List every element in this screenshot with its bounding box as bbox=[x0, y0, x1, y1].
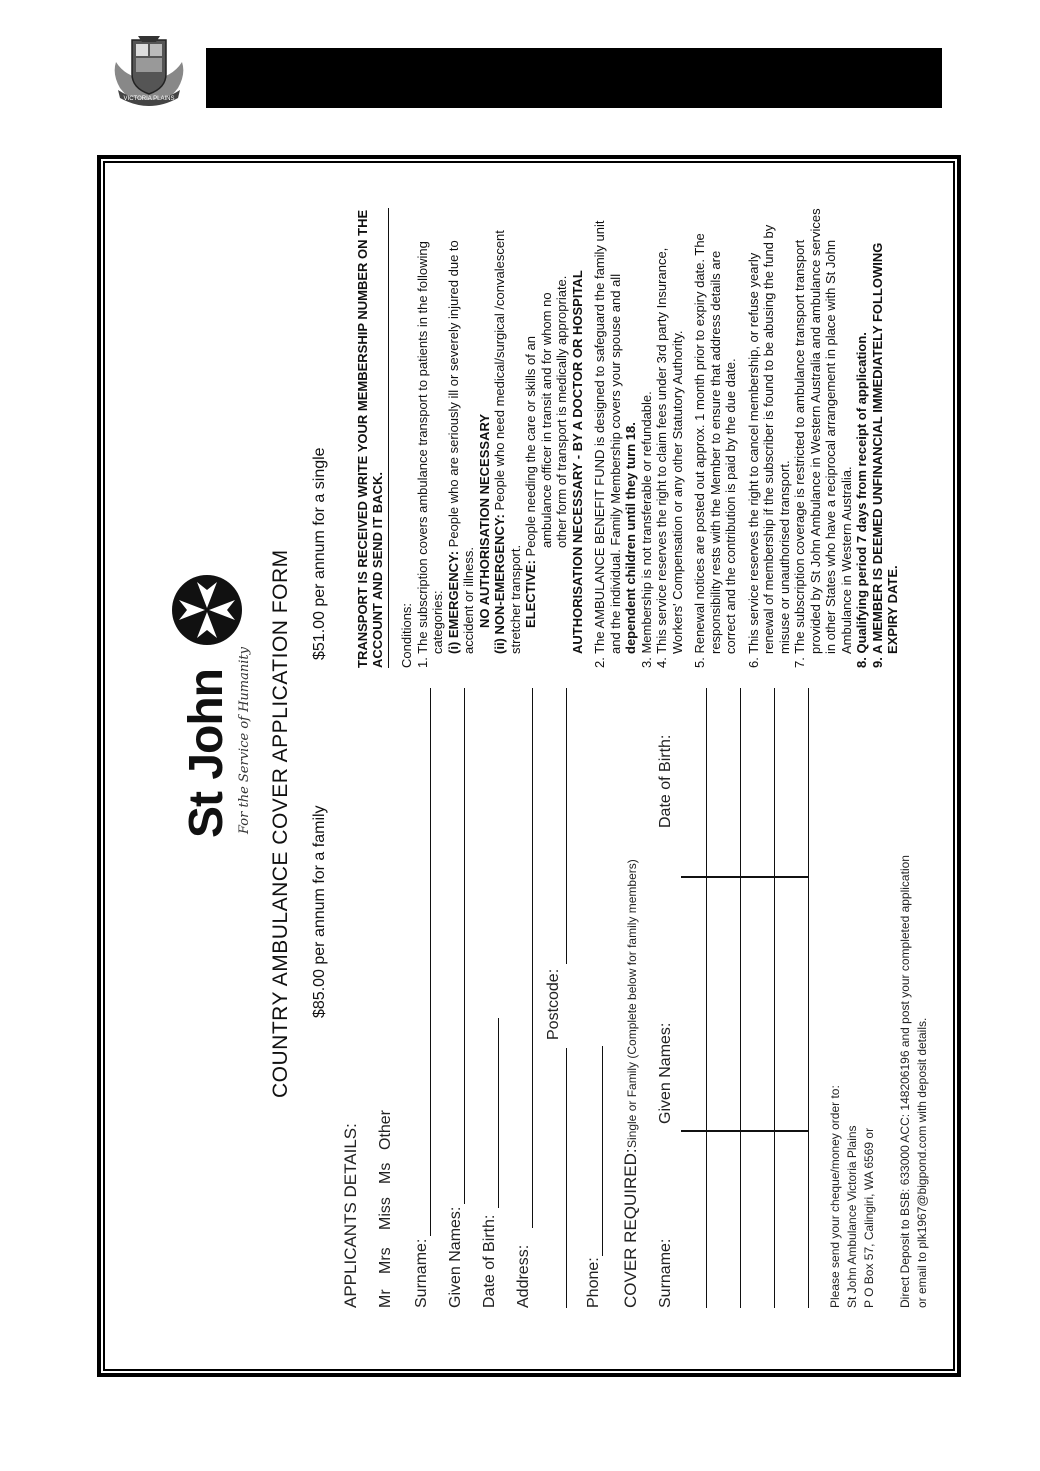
transport-notice: TRANSPORT IS RECEIVED WRITE YOUR MEMBERSHIP NUMBER ON THE ACCOUNT AND SEND IT BACK. bbox=[355, 208, 389, 668]
family-row-4[interactable] bbox=[807, 688, 809, 1308]
cover-required-note: Single or Family (Complete below for family members) bbox=[625, 859, 639, 1148]
postcode-label: Postcode: bbox=[545, 968, 562, 1040]
column-divider bbox=[681, 1131, 809, 1133]
column-divider bbox=[681, 877, 809, 879]
condition-5: 5. Renewal notices are posted out approx. 1 month prior to expiry date. The responsibility rests with the Member to ensure that address details are correct and the contribution is paid by the due date. bbox=[692, 233, 738, 668]
payment-instructions bbox=[827, 1085, 878, 1308]
condition-6: 6. This service reserves the right to cancel membership, or refuse yearly renewal of membership if the subscriber is found to be abusing the fund by misuse or unauthorised transport. bbox=[745, 224, 792, 668]
elective-text-3: other form of transport is medically appropriate. bbox=[554, 275, 569, 548]
given-names-label: Given Names: bbox=[447, 1206, 464, 1308]
non-emergency-label: (ii) NON-EMERGENCY: bbox=[492, 514, 507, 654]
send-line-1: Please send your cheque/money order to: bbox=[828, 1085, 842, 1308]
condition-1: 1. The subscription covers ambulance transport to patients in the following categories: bbox=[414, 241, 445, 668]
price-single: $51.00 per annum for a single bbox=[311, 447, 328, 660]
condition-3: 3. Membership is not transferable or refundable. bbox=[638, 391, 654, 668]
address-line-2-field[interactable] bbox=[549, 1048, 567, 1308]
applicant-heading: APPLICANTS DETAILS: bbox=[341, 1123, 360, 1308]
application-form bbox=[171, 188, 929, 1308]
phone-label: Phone: bbox=[585, 1257, 602, 1308]
cover-required-label: COVER REQUIRED: bbox=[621, 1148, 640, 1308]
send-line-2: St John Ambulance Victoria Plains bbox=[845, 1125, 859, 1308]
family-row-2[interactable] bbox=[739, 688, 741, 1308]
address-field[interactable] bbox=[515, 688, 533, 1228]
emergency-label: (i) EMERGENCY: bbox=[445, 550, 461, 654]
deposit-instructions bbox=[897, 855, 931, 1308]
title-miss[interactable]: Miss bbox=[377, 1197, 394, 1230]
title-other[interactable]: Other bbox=[377, 1109, 394, 1150]
conditions-section bbox=[355, 208, 901, 668]
family-row-3[interactable] bbox=[773, 688, 775, 1308]
conditions-label: Conditions: bbox=[399, 602, 414, 668]
col-dob: Date of Birth: bbox=[657, 734, 674, 828]
emergency-note: NO AUTHORISATION NECESSARY bbox=[476, 413, 492, 628]
condition-4: 4. This service reserves the right to claim fees under 3rd party Insurance, Workers' Compensation or any other Statutory Authority. bbox=[654, 247, 685, 668]
given-names-field[interactable] bbox=[447, 688, 465, 1204]
condition-2-bold: dependent children until they turn 18. bbox=[623, 422, 638, 654]
elective-text-2: ambulance officer in transit and for whom no bbox=[538, 292, 554, 548]
send-line-3: P O Box 57, Calingiri, WA 6569 or bbox=[862, 1127, 876, 1308]
price-family: $85.00 per annum for a family bbox=[311, 805, 328, 1018]
title-mr[interactable]: Mr bbox=[377, 1289, 394, 1308]
dob-label: Date of Birth: bbox=[481, 1214, 498, 1308]
elective-text: People needing the care or skills of an bbox=[523, 336, 538, 557]
condition-8: 8. Qualifying period 7 days from receipt of application. bbox=[854, 332, 869, 668]
logo-name: St John bbox=[180, 669, 233, 838]
col-given-names: Given Names: bbox=[657, 1022, 674, 1124]
family-row-1[interactable] bbox=[705, 688, 707, 1308]
title-ms[interactable]: Ms bbox=[377, 1162, 394, 1184]
surname-label: Surname: bbox=[413, 1238, 430, 1308]
non-emergency-text: People who need medical/surgical /convalescent stretcher transport. bbox=[492, 230, 523, 654]
authorisation-note: AUTHORISATION NECESSARY - BY A DOCTOR OR HOSPITAL bbox=[569, 270, 585, 654]
surname-field[interactable] bbox=[413, 688, 431, 1236]
phone-field[interactable] bbox=[585, 1046, 603, 1256]
elective-label: ELECTIVE: bbox=[523, 560, 538, 628]
title-mrs[interactable]: Mrs bbox=[377, 1247, 394, 1274]
dob-field[interactable] bbox=[481, 1018, 499, 1208]
emergency-text: People who are seriously ill or severely injured due to accident or illness. bbox=[445, 240, 476, 654]
condition-9: 9. A MEMBER IS DEEMED UNFINANCIAL IMMEDIATELY FOLLOWING EXPIRY DATE. bbox=[869, 242, 900, 668]
condition-2: 2. The AMBULANCE BENEFIT FUND is designed to safeguard the family unit and the individual. Family Membership covers your spouse and all bbox=[592, 220, 623, 668]
logo-tagline: For the Service of Humanity bbox=[237, 647, 252, 834]
maltese-cross-icon bbox=[171, 574, 243, 646]
victoria-plains-crest-icon bbox=[112, 34, 186, 110]
svg-text:VICTORIA PLAINS: VICTORIA PLAINS bbox=[123, 96, 175, 102]
deposit-line-2: or email to plk1967@bigpond.com with deposit details. bbox=[915, 1017, 929, 1308]
col-surname: Surname: bbox=[657, 1238, 674, 1308]
form-title: COUNTRY AMBULANCE COVER APPLICATION FORM bbox=[269, 549, 292, 1098]
deposit-line-1: Direct Deposit to BSB: 633000 ACC: 148206196 and post your completed application bbox=[898, 855, 912, 1308]
postcode-field[interactable] bbox=[549, 688, 567, 964]
condition-7: 7. The subscription coverage is restricted to ambulance transport transport provided by St John Ambulance in Western Australia and ambulance services in other States who have a reciprocal arrangement in place with St John Ambulance in Western Australia. bbox=[792, 208, 854, 668]
address-label: Address: bbox=[515, 1244, 532, 1308]
header-bar bbox=[206, 48, 942, 108]
